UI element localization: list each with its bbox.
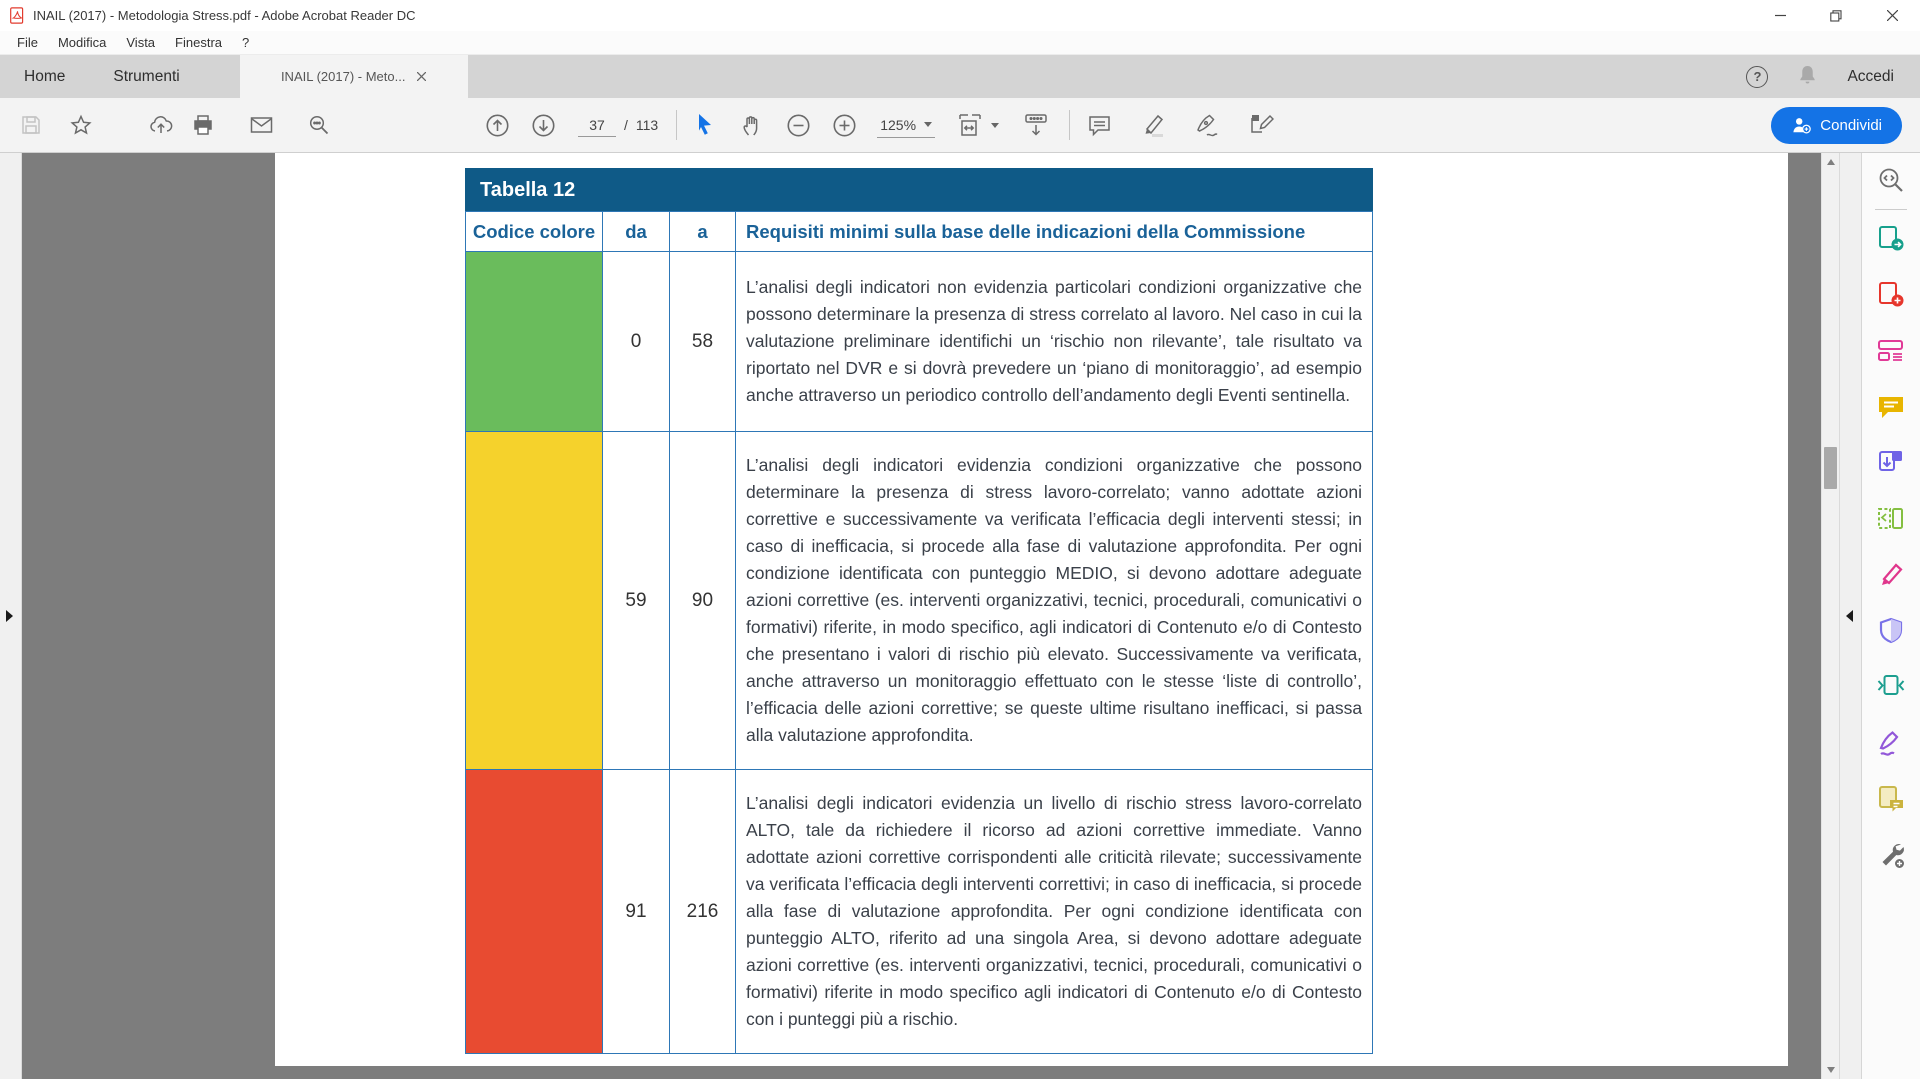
color-swatch-red <box>466 770 603 1054</box>
fit-width-icon[interactable] <box>955 108 1001 142</box>
high-risk-to: 216 <box>670 770 736 1054</box>
cloud-upload-icon[interactable] <box>144 108 178 142</box>
menu-bar <box>0 31 1920 55</box>
protect-pdf-icon[interactable] <box>1874 614 1908 648</box>
pdf-page <box>275 153 1788 1066</box>
page-number-input[interactable] <box>578 113 616 137</box>
help-icon[interactable]: ? <box>1746 66 1768 88</box>
color-swatch-yellow <box>466 432 603 770</box>
color-swatch-green <box>466 252 603 432</box>
low-risk-from: 0 <box>603 252 670 432</box>
send-for-comments-icon[interactable] <box>1874 782 1908 816</box>
compress-pdf-icon[interactable] <box>1874 670 1908 704</box>
find-search-icon[interactable] <box>302 108 336 142</box>
medium-risk-description: L’analisi degli indicatori evidenzia condizioni organizzative che possono determinare la presenza di stress lavoro-correlato; vanno adottate azioni correttive e successivamente va verificata l’efficacia degli interventi stessi; in caso di inefficacia, si procede alla fase di valutazione approfondita. Per ogni condizione identificata con punteggio MEDIO, si devono adottare adeguate azioni correttive (es. interventi organizzativi, tecnici, procedurali, comunicativi o formativi) riferite, in modo specifico, agli indicatori di Contenuto e/o di Contesto che presentano i valori di rischio più elevato. Successivamente va verificata, anche attraverso un monitoraggio effettuato con le stesse ‘liste di controllo’, l’efficacia delle azioni correttive; se queste ultime risultano inefficaci, si passa alla valutazione approfondita. <box>736 432 1373 770</box>
print-icon[interactable] <box>186 108 220 142</box>
table-header-row <box>466 212 1373 252</box>
combine-files-icon[interactable] <box>1874 446 1908 480</box>
vertical-scrollbar[interactable] <box>1821 153 1839 1079</box>
table-row-low-risk <box>466 252 1373 432</box>
sign-in-link[interactable]: Accedi <box>1847 67 1894 85</box>
header-codice-colore: Codice colore <box>466 212 603 252</box>
chevron-down-icon <box>924 122 932 127</box>
zoom-out-icon[interactable] <box>781 108 815 142</box>
chevron-down-icon <box>991 123 999 128</box>
star-favorites-icon[interactable] <box>64 108 98 142</box>
tools-panel <box>1861 153 1920 1079</box>
risk-table <box>465 168 1373 1054</box>
menu-finestra[interactable]: Finestra <box>175 35 223 50</box>
create-pdf-icon[interactable] <box>1874 278 1908 312</box>
tab-document-label: INAIL (2017) - Meto... <box>280 69 406 84</box>
highlighter-icon[interactable] <box>1136 108 1170 142</box>
table-title-row <box>466 169 1373 212</box>
expand-right-panel-icon[interactable] <box>1846 610 1853 622</box>
medium-risk-from: 59 <box>603 432 670 770</box>
tabbar-right-group <box>1746 55 1894 98</box>
menu-vista[interactable]: Vista <box>126 35 156 50</box>
left-panel-toggle[interactable] <box>0 153 22 1079</box>
tools-divider <box>1875 209 1907 210</box>
scroll-up-icon[interactable] <box>1822 153 1839 171</box>
next-page-icon[interactable] <box>526 108 560 142</box>
more-tools-icon[interactable] <box>1874 838 1908 872</box>
page-scrolling-icon[interactable] <box>1019 108 1053 142</box>
save-icon[interactable] <box>14 108 48 142</box>
title-bar <box>0 0 1920 31</box>
tab-bar <box>0 55 1920 98</box>
tab-home[interactable]: Home <box>24 67 66 85</box>
menu-file[interactable]: File <box>17 35 38 50</box>
fill-sign-icon[interactable] <box>1244 108 1278 142</box>
comment-tool-icon[interactable] <box>1874 390 1908 424</box>
close-button[interactable] <box>1864 0 1920 31</box>
email-icon[interactable] <box>244 108 278 142</box>
low-risk-to: 58 <box>670 252 736 432</box>
tab-strumenti[interactable]: Strumenti <box>113 67 180 85</box>
acrobat-pdf-icon <box>9 7 26 24</box>
toolbar-separator <box>676 110 677 140</box>
window-title: INAIL (2017) - Metodologia Stress.pdf - Adobe Acrobat Reader DC <box>33 8 416 23</box>
share-button[interactable] <box>1771 107 1902 144</box>
header-requisiti: Requisiti minimi sulla base delle indicazioni della Commissione <box>736 212 1373 252</box>
tab-close-icon[interactable] <box>417 69 426 84</box>
menu-help[interactable]: ? <box>242 35 250 50</box>
notifications-bell-icon[interactable] <box>1798 64 1817 90</box>
right-panel-toggle[interactable] <box>1839 153 1861 1079</box>
medium-risk-to: 90 <box>670 432 736 770</box>
toolbar <box>0 98 1920 153</box>
expand-left-panel-icon[interactable] <box>6 610 13 622</box>
toolbar-separator <box>1069 110 1070 140</box>
table-title: Tabella 12 <box>466 169 1373 212</box>
edit-pdf-icon[interactable] <box>1874 334 1908 368</box>
highlight-tool-icon[interactable] <box>1874 558 1908 592</box>
table-row-high-risk <box>466 770 1373 1054</box>
zoom-level-value: 125% <box>880 116 917 133</box>
comment-icon[interactable] <box>1082 108 1116 142</box>
zoom-level-dropdown[interactable] <box>877 112 935 138</box>
high-risk-description: L’analisi degli indicatori evidenzia un livello di rischio stress lavoro-correlato ALTO, tale da richiedere il ricorso ad azioni correttive immediate. Vanno adottate azioni correttive corrispondenti alle criticità rilevate; successivamente va verificata l’efficacia degli interventi correttivi; in caso di inefficacia, si procede alla fase di valutazione approfondita. Per ogni condizione identificata con punteggio ALTO, riferito ad una singola Area, si devono adottare adeguate azioni correttive (es. interventi organizzativi, tecnici, procedurali, comunicativi o formativi) riferite in modo specifico agli indicatori di Contenuto e/o di Contesto con i punteggi più a rischio. <box>736 770 1373 1054</box>
low-risk-description: L’analisi degli indicatori non evidenzia particolari condizioni organizzative che possono determinare la presenza di stress correlato al lavoro. Nel caso in cui la valutazione preliminare identifichi un ‘rischio non rilevante’, tale risultato va riportato nel DVR e si dovrà prevedere un ‘piano di monitoraggio’, ad esempio anche attraverso un periodico controllo dell’andamento degli Eventi sentinella. <box>736 252 1373 432</box>
organize-pages-icon[interactable] <box>1874 502 1908 536</box>
page-total: 113 <box>635 117 659 133</box>
share-button-label: Condividi <box>1820 116 1882 134</box>
search-tool-icon[interactable] <box>1874 163 1908 197</box>
table-row-medium-risk <box>466 432 1373 770</box>
main-area <box>0 153 1920 1079</box>
high-risk-from: 91 <box>603 770 670 1054</box>
previous-page-icon[interactable] <box>480 108 514 142</box>
sign-pen-icon[interactable] <box>1190 108 1224 142</box>
header-a: a <box>670 212 736 252</box>
export-pdf-icon[interactable] <box>1874 222 1908 256</box>
scroll-down-icon[interactable] <box>1822 1061 1839 1079</box>
minimize-button[interactable] <box>1752 0 1808 31</box>
scrollbar-thumb[interactable] <box>1824 447 1837 489</box>
tab-document[interactable] <box>240 55 468 98</box>
select-tool-icon[interactable] <box>687 108 721 142</box>
menu-modifica[interactable]: Modifica <box>57 35 107 50</box>
document-pane[interactable] <box>22 153 1821 1079</box>
hand-tool-icon[interactable] <box>735 108 769 142</box>
page-separator: / <box>624 117 628 133</box>
zoom-in-icon[interactable] <box>827 108 861 142</box>
restore-button[interactable] <box>1808 0 1864 31</box>
header-da: da <box>603 212 670 252</box>
fill-and-sign-icon[interactable] <box>1874 726 1908 760</box>
